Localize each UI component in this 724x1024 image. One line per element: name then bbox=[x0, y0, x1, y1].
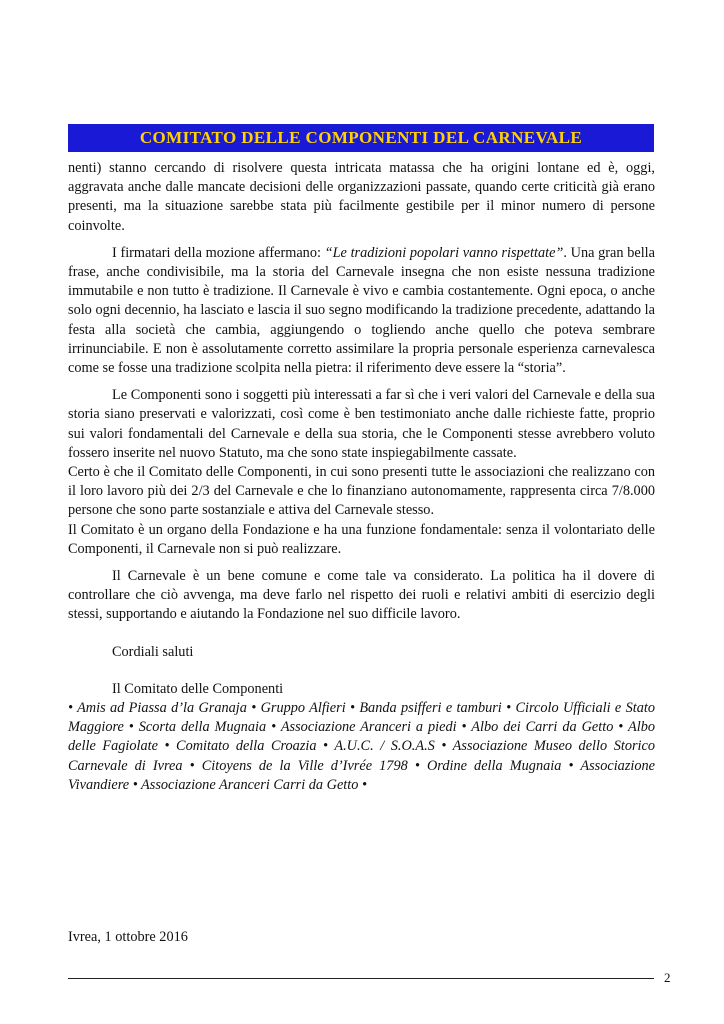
closing-greeting: Cordiali saluti bbox=[112, 643, 194, 660]
document-body bbox=[68, 159, 655, 795]
paragraph-motion-intro: I firmatari della mozione affermano: bbox=[112, 244, 325, 261]
paragraph-comitato-role: Il Comitato è un organo della Fondazione e ha una funzione fondamentale: senza il volontariato delle Componenti, il Carnevale non si può realizzare. bbox=[68, 521, 655, 557]
paragraph-motion-body: . Una gran bella frase, anche condivisibile, ma la storia del Carnevale insegna che non esiste nessuna tradizione immutabile e non tutto è tradizione. Il Carnevale è vivo e cambia costantemente. Ogni epoca, o anche solo ogni decennio, ha lasciato e lascia il suo segno modificando la tradizione precedente, adattando la festa alla società che cambia, aggiungendo o togliendo anche quello che poteva sembrare irrinunciabile. E non è assolutamente corretto assimilare la propria personale esperienza carnevalesca come se fosse una tradizione scolpita nella pietra: il riferimento deve essere la “storia”. bbox=[68, 244, 655, 377]
member-associations-list: • Amis ad Piassa d’la Granaja • Gruppo Alfieri • Banda psifferi e tamburi • Circolo Ufficiali e Stato Maggiore • Scorta della Mugnaia • Associazione Aranceri a piedi • Albo dei Carri da Getto • Albo delle Fagiolate • Comitato della Croazia • A.U.C. / S.O.A.S • Associazione Museo dello Storico Carnevale di Ivrea • Citoyens de la Ville d’Ivrée 1798 • Ordine della Mugnaia • Associazione Vivandiere • Associazione Aranceri Carri da Getto • bbox=[68, 700, 655, 793]
page-number: 2 bbox=[664, 970, 671, 985]
footer-divider bbox=[68, 978, 654, 979]
paragraph-continuation: nenti) stanno cercando di risolvere questa intricata matassa che ha origini lontane ed è, oggi, aggravata anche dalle mancate decisioni delle organizzazioni passate, quando certe criticità già erano presenti, ma la situazione sarebbe stata più facilmente gestibile per il minor numero di persone coinvolte. bbox=[68, 160, 655, 234]
paragraph-comitato-represents: Certo è che il Comitato delle Componenti, in cui sono presenti tutte le associazioni che realizzano con il loro lavoro più dei 2/3 del Carnevale e che lo finanziano autonomamente, rappresenta circa 7/8.000 persone che sono parte sostanziale e attiva del Carnevale stesso. bbox=[68, 464, 655, 519]
motion-quote: “Le tradizioni popolari vanno rispettate” bbox=[324, 244, 564, 261]
paragraph-bene-comune: Il Carnevale è un bene comune e come tale va considerato. La politica ha il dovere di controllare che ciò avvenga, ma deve farlo nel rispetto dei ruoli e relativi ambiti di esercizio degli stessi, supportando e aiutando la Fondazione nel suo difficile lavoro. bbox=[68, 568, 655, 623]
document-date: Ivrea, 1 ottobre 2016 bbox=[68, 929, 188, 945]
section-header-bar bbox=[68, 124, 654, 152]
closing-signature: Il Comitato delle Componenti bbox=[112, 680, 284, 697]
section-title: COMITATO DELLE COMPONENTI DEL CARNEVALE bbox=[139, 128, 583, 147]
paragraph-motion bbox=[68, 244, 655, 378]
paragraph-componenti: Le Componenti sono i soggetti più interessati a far sì che i veri valori del Carnevale e della sua storia siano preservati e valorizzati, così come è ben testimoniato anche dalle richieste fatte, proprio sui valori fondamentali del Carnevale e della sua storia, che le Componenti stesse avrebbero voluto fossero inserite nel nuovo Statuto, ma che sono state inspiegabilmente cassate. bbox=[68, 387, 655, 461]
